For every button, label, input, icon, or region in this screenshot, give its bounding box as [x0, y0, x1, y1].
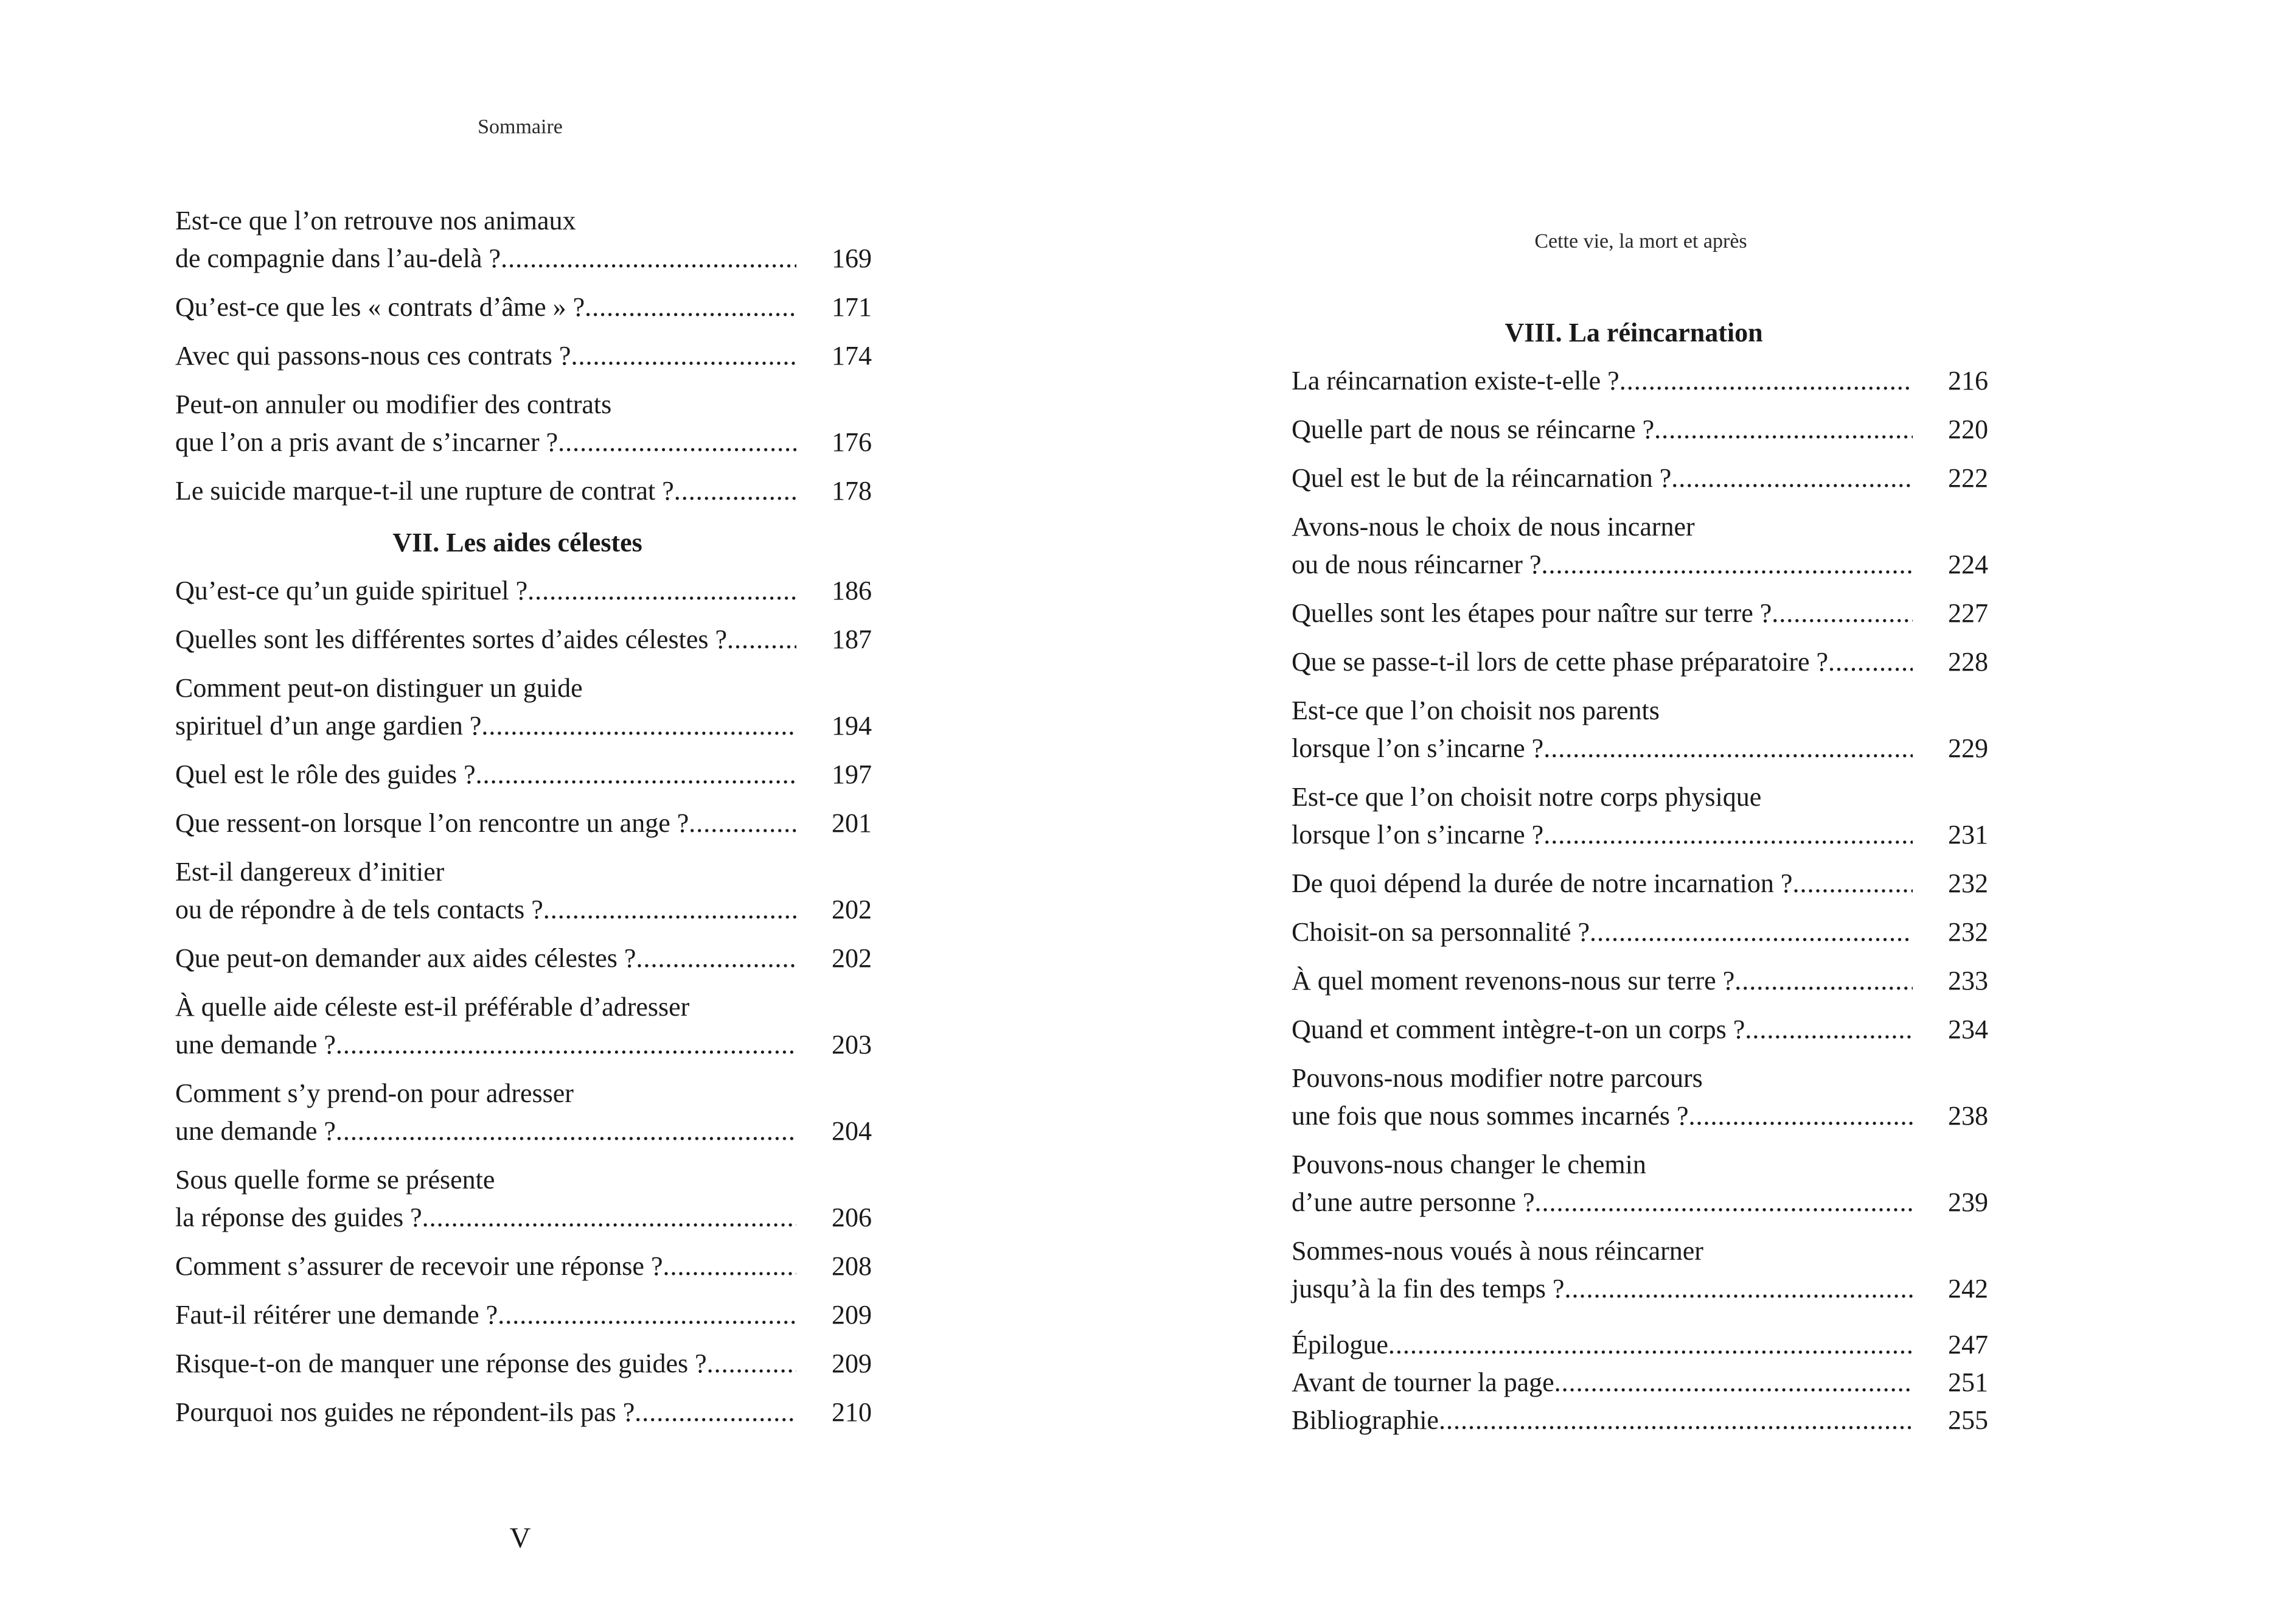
dot-leader — [543, 891, 796, 929]
toc-entry-title-line: Est-ce que l’on retrouve nos animaux — [175, 206, 576, 236]
toc-page-number: 210 — [832, 1397, 872, 1427]
dot-leader — [1543, 816, 1913, 854]
toc-entry-line — [175, 891, 872, 929]
toc-entry — [175, 337, 872, 375]
toc-page-number: 194 — [832, 711, 872, 741]
toc-entry-line — [1292, 459, 1988, 497]
toc-entry — [1292, 595, 1988, 632]
toc-entry-title: La réincarnation existe-t-elle ? — [1292, 366, 1619, 396]
dot-leader — [1541, 546, 1913, 584]
toc-entry-title-line: Est-il dangereux d’initier — [175, 857, 445, 887]
dot-leader — [1590, 913, 1913, 951]
right-page — [1148, 0, 2296, 1623]
toc-entry — [175, 1248, 872, 1285]
dot-leader — [1619, 362, 1913, 400]
toc-page-number: 232 — [1948, 917, 1988, 947]
dot-leader — [1388, 1326, 1913, 1364]
dot-leader — [727, 621, 796, 658]
toc-entry-title-line: Est-ce que l’on choisit notre corps physique — [1292, 782, 1762, 812]
toc-entry-title: lorsque l’on s’incarne ? — [1292, 820, 1544, 850]
toc-entry-title-line: À quelle aide céleste est-il préférable d’adresser — [175, 992, 690, 1022]
toc-entry-title: ou de répondre à de tels contacts ? — [175, 895, 543, 924]
toc-entry-title: lorsque l’on s’incarne ? — [1292, 733, 1544, 763]
toc-page-number: 233 — [1948, 966, 1988, 996]
toc-page-number: 201 — [832, 808, 872, 838]
toc-entry — [1292, 643, 1988, 681]
dot-leader — [585, 288, 796, 326]
toc-entry-line — [1292, 1184, 1988, 1221]
toc-list — [175, 202, 872, 510]
toc-entry-title-line: Sous quelle forme se présente — [175, 1165, 495, 1195]
toc-entry-title: Quelle part de nous se réincarne ? — [1292, 414, 1655, 444]
dot-leader — [1534, 1184, 1913, 1221]
dot-leader — [336, 1112, 796, 1150]
dot-leader — [689, 805, 796, 842]
toc-entry — [1292, 692, 1988, 767]
dot-leader — [476, 756, 796, 794]
toc-entry-title: Pourquoi nos guides ne répondent-ils pas ? — [175, 1397, 635, 1427]
toc-entry-title-line: Comment peut-on distinguer un guide — [175, 673, 583, 703]
toc-entry-title: Que peut-on demander aux aides célestes ? — [175, 943, 636, 973]
toc-page-number: 208 — [832, 1251, 872, 1281]
toc-entry — [175, 202, 872, 277]
dot-leader — [1792, 865, 1913, 902]
toc-entry-line — [175, 1199, 872, 1237]
toc-entry — [1292, 865, 1988, 902]
toc-entry-line — [175, 1394, 872, 1431]
toc-entry-line — [1292, 411, 1988, 449]
toc-entry-title: jusqu’à la fin des temps ? — [1292, 1274, 1565, 1304]
dot-leader — [1745, 1011, 1913, 1049]
toc-entry-title: de compagnie dans l’au-delà ? — [175, 243, 501, 273]
toc-entry-title: Avant de tourner la page — [1292, 1367, 1554, 1397]
toc-entry — [175, 288, 872, 326]
toc-entry-line — [1292, 962, 1988, 1000]
page-number: V — [509, 1522, 531, 1554]
toc-entry-title: Quelles sont les étapes pour naître sur terre ? — [1292, 598, 1772, 628]
toc-entry-line — [1292, 546, 1988, 584]
toc-entry-line — [1292, 730, 1988, 767]
toc-entry — [175, 572, 872, 610]
toc-entry — [175, 1296, 872, 1334]
dot-leader — [498, 1296, 796, 1334]
toc-entry-title: À quel moment revenons-nous sur terre ? — [1292, 966, 1735, 996]
toc-entry-title: Quelles sont les différentes sortes d’aides célestes ? — [175, 624, 728, 654]
section-title: VIII. La réincarnation — [1505, 318, 1763, 347]
dot-leader — [1564, 1270, 1913, 1308]
toc-entry-line — [175, 572, 872, 610]
toc-page-number: 202 — [832, 895, 872, 924]
toc-entry — [175, 805, 872, 842]
toc-page-number: 238 — [1948, 1101, 1988, 1131]
toc-page-number: 231 — [1948, 820, 1988, 850]
toc-entry-line — [1292, 1401, 1988, 1439]
toc-entry-line — [175, 337, 872, 375]
toc-page-number: 216 — [1948, 366, 1988, 396]
toc-entry-line — [1292, 1364, 1988, 1401]
toc-page-number: 209 — [832, 1300, 872, 1330]
toc-page-number: 242 — [1948, 1274, 1988, 1304]
dot-leader — [422, 1199, 796, 1237]
toc-entry — [175, 1075, 872, 1150]
toc-page-number: 255 — [1948, 1405, 1988, 1435]
toc-entry-line — [175, 472, 872, 510]
toc-page-number: 229 — [1948, 733, 1988, 763]
toc-page-number: 203 — [832, 1030, 872, 1059]
toc-entry — [1292, 459, 1988, 497]
section-title: VII. Les aides célestes — [392, 528, 642, 557]
toc-entry-title: ou de nous réincarner ? — [1292, 550, 1542, 579]
dot-leader — [558, 424, 796, 461]
toc-entry-line — [1292, 913, 1988, 951]
toc-entry-title: une fois que nous sommes incarnés ? — [1292, 1101, 1689, 1131]
dot-leader — [527, 572, 796, 610]
dot-leader — [571, 337, 796, 375]
toc-page-number: 228 — [1948, 647, 1988, 677]
toc-list — [1292, 362, 1988, 1308]
toc-entry — [175, 940, 872, 977]
toc-entry-title-line: Avons-nous le choix de nous incarner — [1292, 512, 1695, 542]
toc-entry-title-line: Comment s’y prend-on pour adresser — [175, 1078, 574, 1108]
toc-entry-title: d’une autre personne ? — [1292, 1187, 1535, 1217]
toc-entry-title: Choisit-on sa personnalité ? — [1292, 917, 1590, 947]
toc-entry-line — [1292, 1270, 1988, 1308]
toc-page-number: 187 — [832, 624, 872, 654]
toc-entry-line — [175, 707, 872, 745]
toc-entry-line — [175, 1345, 872, 1383]
toc-page-number: 224 — [1948, 550, 1988, 579]
dot-leader — [336, 1026, 796, 1064]
toc-list — [175, 572, 872, 1431]
toc-end-list — [1292, 1326, 1988, 1439]
toc-entry — [175, 1394, 872, 1431]
toc-entry-title-line: Pouvons-nous changer le chemin — [1292, 1150, 1646, 1179]
running-head: Sommaire — [478, 116, 563, 138]
toc-entry — [175, 1345, 872, 1383]
toc-entry — [1292, 1326, 1988, 1364]
toc-entry — [1292, 913, 1988, 951]
toc-entry-title: Le suicide marque-t-il une rupture de contrat ? — [175, 476, 674, 506]
toc-entry-title: Qu’est-ce qu’un guide spirituel ? — [175, 576, 528, 606]
toc-entry — [1292, 1011, 1988, 1049]
toc-page-number: 197 — [832, 759, 872, 789]
toc-page-number: 222 — [1948, 463, 1988, 493]
toc-entry-title: Qu’est-ce que les « contrats d’âme » ? — [175, 292, 585, 322]
toc-entry-line — [175, 756, 872, 794]
toc-page-number: 247 — [1948, 1330, 1988, 1359]
dot-leader — [674, 472, 796, 510]
toc-entry-line — [175, 1296, 872, 1334]
toc-entry — [1292, 508, 1988, 584]
toc-page-number: 174 — [832, 341, 872, 371]
toc-entry-title: Bibliographie — [1292, 1405, 1439, 1435]
toc-entry — [175, 386, 872, 461]
toc-entry — [175, 756, 872, 794]
toc-entry — [1292, 362, 1988, 400]
toc-page-number: 251 — [1948, 1367, 1988, 1397]
dot-leader — [1554, 1364, 1913, 1401]
toc-entry-title: De quoi dépend la durée de notre incarnation ? — [1292, 868, 1793, 898]
toc-entry-title-line: Sommes-nous voués à nous réincarner — [1292, 1236, 1703, 1266]
toc-entry — [1292, 1146, 1988, 1221]
toc-entry-line — [1292, 816, 1988, 854]
dot-leader — [1734, 962, 1913, 1000]
toc-entry-line — [175, 940, 872, 977]
toc-entry-title: Que se passe-t-il lors de cette phase préparatoire ? — [1292, 647, 1829, 677]
toc-entry — [175, 621, 872, 658]
toc-entry-title: Quel est le rôle des guides ? — [175, 759, 476, 789]
running-head: Cette vie, la mort et après — [1534, 230, 1747, 253]
toc-page-number: 186 — [832, 576, 872, 606]
toc-entry — [1292, 1401, 1988, 1439]
toc-entry-title: Quand et comment intègre-t-on un corps ? — [1292, 1014, 1745, 1044]
toc-page-number: 176 — [832, 427, 872, 457]
dot-leader — [707, 1345, 796, 1383]
toc-page-number: 171 — [832, 292, 872, 322]
toc-entry-line — [175, 805, 872, 842]
toc-entry-title: Quel est le but de la réincarnation ? — [1292, 463, 1672, 493]
toc-entry-line — [175, 288, 872, 326]
dot-leader — [1654, 411, 1913, 449]
toc-entry — [1292, 962, 1988, 1000]
toc-entry-line — [1292, 1097, 1988, 1135]
toc-page-number: 239 — [1948, 1187, 1988, 1217]
toc-page-number: 209 — [832, 1349, 872, 1378]
toc-entry-line — [1292, 362, 1988, 400]
toc-page-number: 202 — [832, 943, 872, 973]
toc-right — [1292, 313, 1988, 1439]
toc-entry-title: Comment s’assurer de recevoir une réponse ? — [175, 1251, 663, 1281]
toc-entry-title: une demande ? — [175, 1030, 336, 1059]
toc-page-number: 204 — [832, 1116, 872, 1146]
toc-page-number: 178 — [832, 476, 872, 506]
dot-leader — [663, 1248, 796, 1285]
dot-leader — [481, 707, 796, 745]
toc-page-number: 227 — [1948, 598, 1988, 628]
toc-entry-title-line: Pouvons-nous modifier notre parcours — [1292, 1063, 1703, 1093]
toc-entry-title: la réponse des guides ? — [175, 1202, 422, 1232]
toc-entry-line — [1292, 865, 1988, 902]
toc-page-number: 169 — [832, 243, 872, 273]
toc-entry — [175, 669, 872, 745]
toc-entry — [1292, 411, 1988, 449]
toc-entry-line — [175, 1026, 872, 1064]
dot-leader — [501, 240, 796, 277]
toc-entry-title: spirituel d’un ange gardien ? — [175, 711, 482, 741]
toc-entry-title: Que ressent-on lorsque l’on rencontre un ange ? — [175, 808, 689, 838]
toc-entry-line — [1292, 1326, 1988, 1364]
toc-entry-title: Risque-t-on de manquer une réponse des guides ? — [175, 1349, 707, 1378]
toc-page-number: 232 — [1948, 868, 1988, 898]
toc-entry-title: que l’on a pris avant de s’incarner ? — [175, 427, 558, 457]
toc-entry-title-line: Peut-on annuler ou modifier des contrats — [175, 389, 612, 419]
toc-entry — [175, 853, 872, 929]
dot-leader — [1543, 730, 1913, 767]
toc-entry — [1292, 778, 1988, 854]
toc-entry-line — [1292, 595, 1988, 632]
toc-page-number: 234 — [1948, 1014, 1988, 1044]
toc-left — [175, 202, 872, 1442]
toc-entry-title: Faut-il réitérer une demande ? — [175, 1300, 498, 1330]
toc-entry-title-line: Est-ce que l’on choisit nos parents — [1292, 696, 1660, 725]
toc-entry-line — [1292, 1011, 1988, 1049]
toc-page-number: 206 — [832, 1202, 872, 1232]
toc-entry-title: une demande ? — [175, 1116, 336, 1146]
toc-page-number: 220 — [1948, 414, 1988, 444]
dot-leader — [1772, 595, 1913, 632]
toc-entry — [1292, 1059, 1988, 1135]
toc-entry-line — [1292, 643, 1988, 681]
toc-entry-line — [175, 240, 872, 277]
toc-entry-line — [175, 621, 872, 658]
toc-entry — [1292, 1364, 1988, 1401]
toc-entry-line — [175, 424, 872, 461]
dot-leader — [636, 940, 796, 977]
dot-leader — [1671, 459, 1913, 497]
dot-leader — [1439, 1401, 1913, 1439]
dot-leader — [635, 1394, 796, 1431]
toc-entry-line — [175, 1112, 872, 1150]
toc-entry — [175, 988, 872, 1064]
toc-entry — [1292, 1232, 1988, 1308]
dot-leader — [1689, 1097, 1913, 1135]
toc-entry-title: Épilogue — [1292, 1330, 1388, 1359]
toc-entry — [175, 1161, 872, 1237]
toc-entry-title: Avec qui passons-nous ces contrats ? — [175, 341, 571, 371]
toc-entry-line — [175, 1248, 872, 1285]
toc-entry — [175, 472, 872, 510]
dot-leader — [1828, 643, 1913, 681]
